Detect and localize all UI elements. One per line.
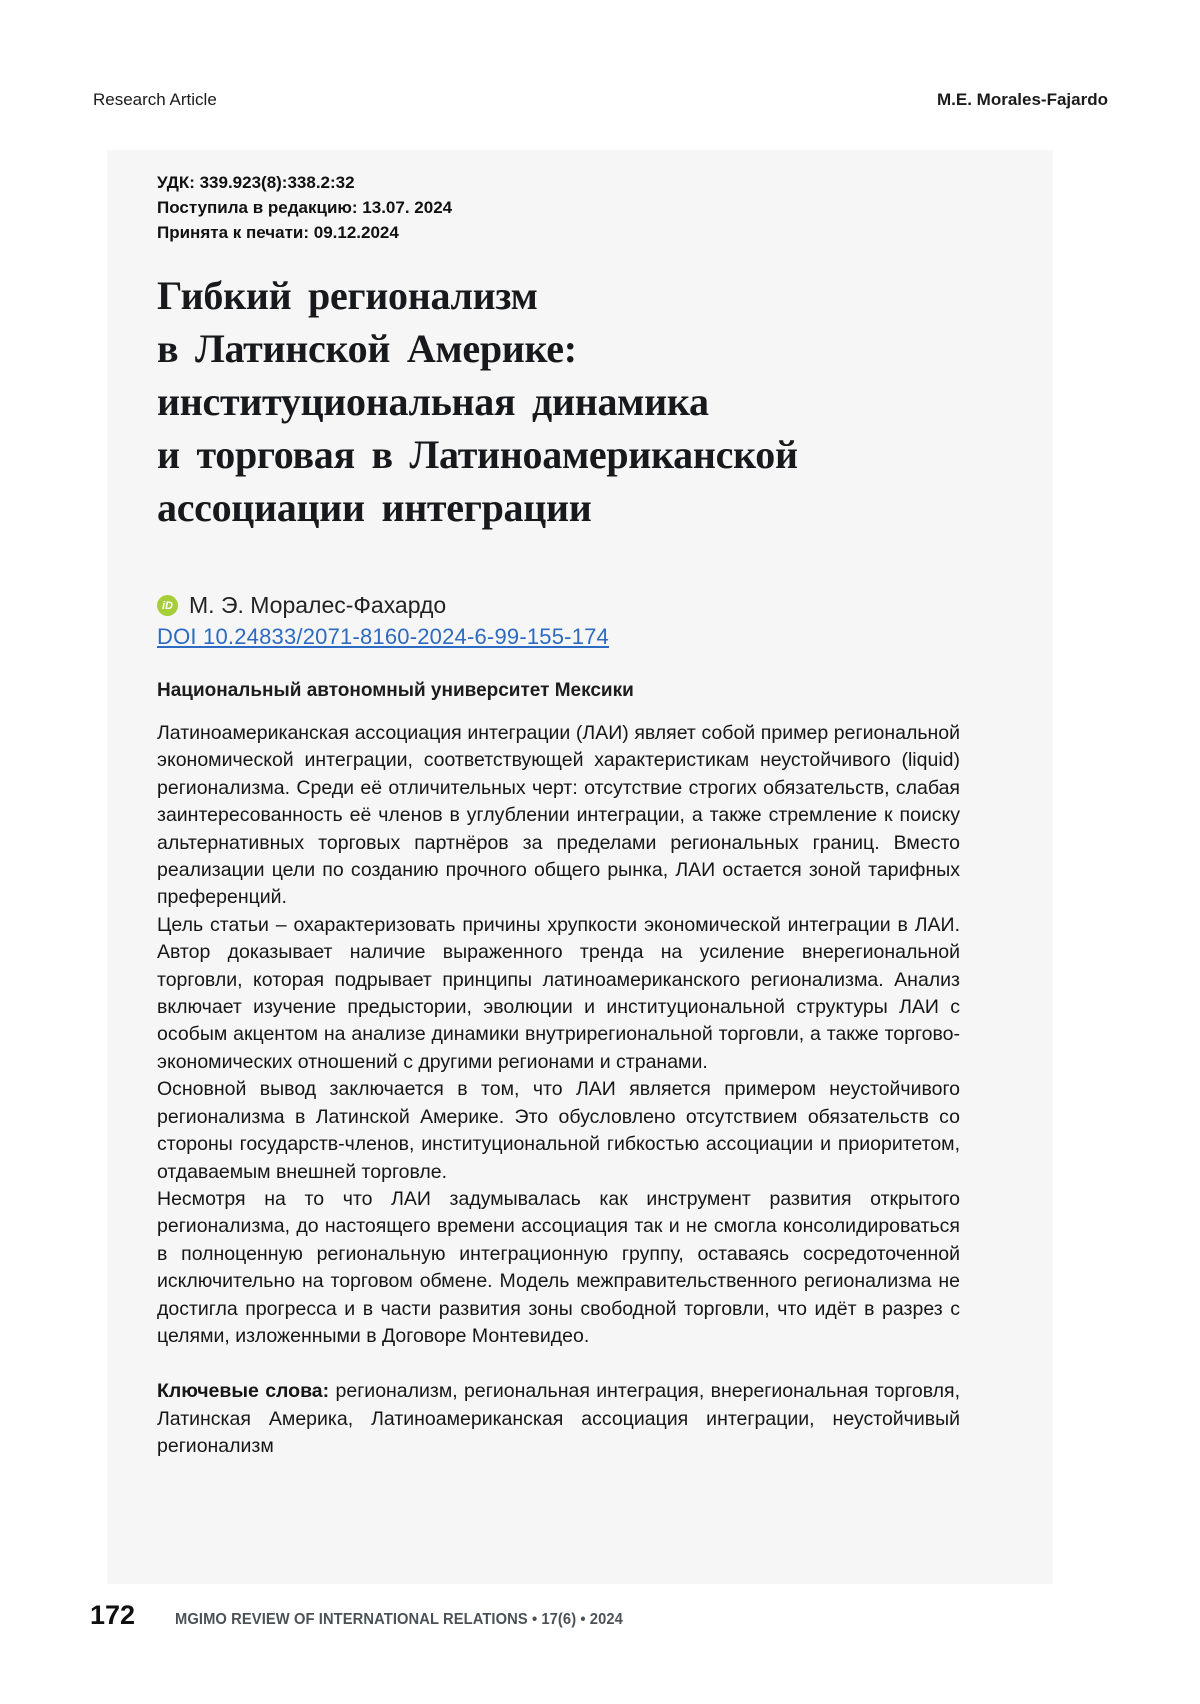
article-meta: [157, 170, 960, 245]
title-line-5: ассоциации интеграции: [157, 485, 592, 530]
received-line: Поступила в редакцию: 13.07. 2024: [157, 198, 453, 217]
article-title: [157, 269, 960, 534]
abstract-paragraph-1: Латиноамериканская ассоциация интеграции (ЛАИ) являет собой пример региональной экономической интеграции, соответствующей характеристикам неустойчивого (liquid) регионализма. Среди её отличительных черт: отсутствие строгих обязательств, слабая заинтересованность её членов в углублении интеграции, а также стремление к поиску альтернативных торговых партнёров за пределами региональных границ. Вместо реализации цели по созданию прочного общего рынка, ЛАИ остается зоной тарифных преференций.: [157, 722, 960, 909]
udk-line: УДК: 339.923(8):338.2:32: [157, 173, 355, 192]
article-type-label: Research Article: [93, 90, 217, 109]
keywords-block: [157, 1378, 960, 1460]
running-header: [93, 90, 1108, 110]
author-name: М. Э. Моралес-Фахардо: [189, 592, 447, 618]
title-line-2: в Латинской Америке:: [157, 326, 577, 371]
doi-line: [157, 624, 960, 650]
article-panel: [107, 150, 1053, 1584]
author-row: [157, 592, 960, 619]
abstract-paragraph-4: Несмотря на то что ЛАИ задумывалась как инструмент развития открытого регионализма, до настоящего времени ассоциация так и не смогла консолидироваться в полноценную региональную интеграционную группу, оставаясь сосредоточенной исключительно на торговом обмене. Модель межправительственного регионализма не достигла прогресса и в части развития зоны свободной торговли, что идёт в разрез с целями, изложенными в Договоре Монтевидео.: [157, 1187, 960, 1347]
keywords-text: регионализм, региональная интеграция, внерегиональная торговля, Латинская Америка, Латиноамериканская ассоциация интеграции, неустойчивый регионализм: [157, 1380, 960, 1458]
title-line-3: институциональная динамика: [157, 379, 709, 424]
keywords-label: Ключевые слова:: [157, 1380, 330, 1403]
abstract-paragraph-3: Основной вывод заключается в том, что ЛАИ является примером неустойчивого регионализма в Латинской Америке. Это обусловлено отсутствием обязательств со стороны государств-членов, институциональной гибкостью ассоциации и приоритетом, отдаваемым внешней торговле.: [157, 1078, 960, 1183]
title-line-4: и торговая в Латиноамериканской: [157, 432, 798, 477]
journal-line: MGIMO REVIEW OF INTERNATIONAL RELATIONS • 17(6) • 2024: [175, 1611, 624, 1628]
page-number: 172: [90, 1600, 136, 1630]
running-author: M.E. Morales-Fajardo: [937, 90, 1108, 109]
orcid-icon[interactable]: iD: [157, 595, 178, 616]
page-footer: [90, 1600, 1108, 1631]
abstract-paragraph-2: Цель статьи – охарактеризовать причины хрупкости экономической интеграции в ЛАИ. Автор доказывает наличие выраженного тренда на усиление внерегиональной торговли, которая подрывает принципы латиноамериканского регионализма. Анализ включает изучение предыстории, эволюции и институциональной структуры ЛАИ с особым акцентом на анализе динамики внутрирегиональной торговли, а также торгово-экономических отношений с другими регионами и странами.: [157, 913, 960, 1073]
title-line-1: Гибкий регионализм: [157, 273, 538, 318]
accepted-line: Принята к печати: 09.12.2024: [157, 223, 399, 242]
affiliation: Национальный автономный университет Мексики: [157, 680, 634, 701]
doi-link[interactable]: DOI 10.24833/2071-8160-2024-6-99-155-174: [157, 624, 609, 649]
abstract: [157, 720, 960, 1350]
